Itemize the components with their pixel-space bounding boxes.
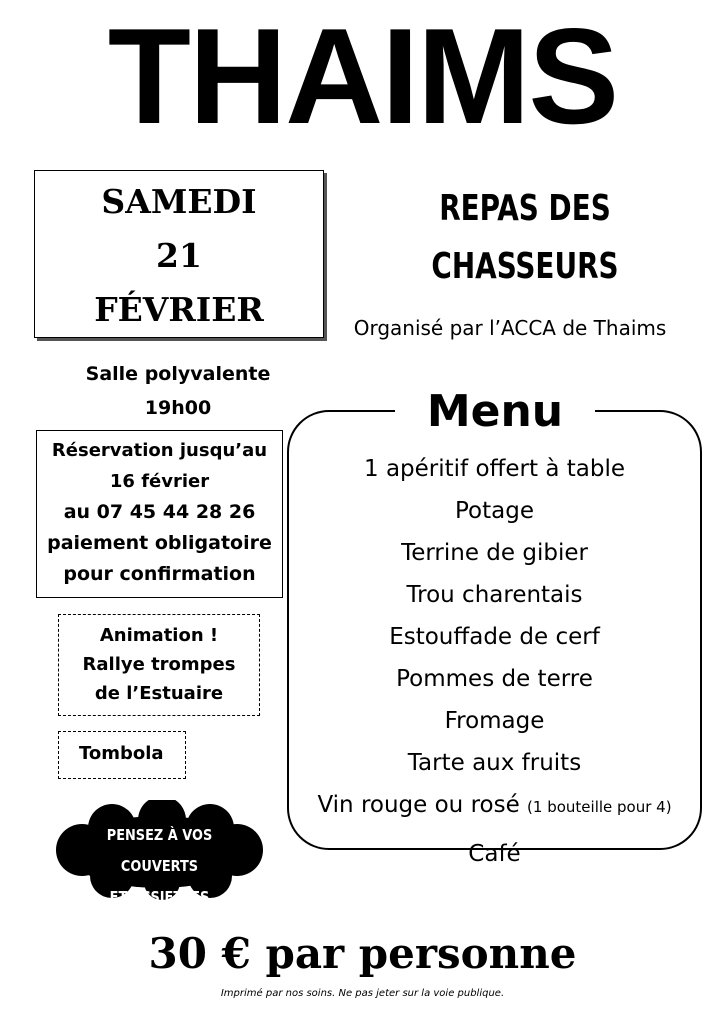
menu-item: Pommes de terre [396, 666, 593, 692]
tombola-box: Tombola [58, 731, 186, 779]
reservation-line: Réservation jusqu’au [51, 440, 268, 461]
reminder-text [67, 820, 252, 913]
date-month: FÉVRIER [94, 290, 264, 329]
menu-title: Menu [395, 384, 595, 440]
animation-box [58, 614, 260, 716]
animation-line: Rallye trompes [82, 654, 236, 675]
reservation-line: 16 février [109, 471, 210, 492]
menu-item: Vin rouge ou rosé [317, 792, 520, 818]
menu-list [287, 448, 702, 828]
price-text: 30 € par personne [148, 929, 577, 978]
event-title [370, 180, 680, 296]
reminder-line1: PENSEZ À VOS COUVERTS [106, 826, 213, 875]
menu-item: 1 apéritif offert à table [364, 456, 625, 482]
menu-item: Trou charentais [406, 582, 583, 608]
venue-time: 19h00 [144, 397, 212, 419]
reservation-line: pour confirmation [63, 563, 256, 585]
venue-info [58, 357, 298, 425]
reservation-phone: au 07 45 44 28 26 [63, 501, 256, 523]
menu-item-wine [287, 784, 702, 828]
menu-item: Fromage [444, 708, 545, 734]
page-title: THAIMS [107, 0, 618, 152]
menu-item: Tarte aux fruits [407, 750, 582, 776]
reservation-box [36, 430, 283, 598]
event-title-line2: CHASSEURS [431, 246, 619, 287]
menu-item-cafe: Café [468, 841, 521, 867]
reservation-line: paiement obligatoire [47, 532, 272, 554]
date-number: 21 [156, 236, 202, 275]
date-box [34, 170, 324, 338]
footer-note: Imprimé par nos soins. Ne pas jeter sur la voie publique. [220, 988, 505, 999]
reminder-line2: ET ASSIETTES [109, 888, 210, 906]
menu-item: Potage [455, 498, 534, 524]
wine-note: (1 bouteille pour 4) [527, 798, 672, 816]
organizer-text: Organisé par l’ACCA de Thaims [353, 316, 667, 340]
date-day: SAMEDI [101, 182, 257, 221]
menu-item: Terrine de gibier [401, 540, 588, 566]
menu-item: Estouffade de cerf [389, 624, 600, 650]
event-title-line1: REPAS DES [439, 188, 611, 229]
animation-line: Animation ! [99, 625, 219, 646]
venue-place: Salle polyvalente [85, 363, 271, 385]
animation-line: de l’Estuaire [94, 683, 224, 704]
